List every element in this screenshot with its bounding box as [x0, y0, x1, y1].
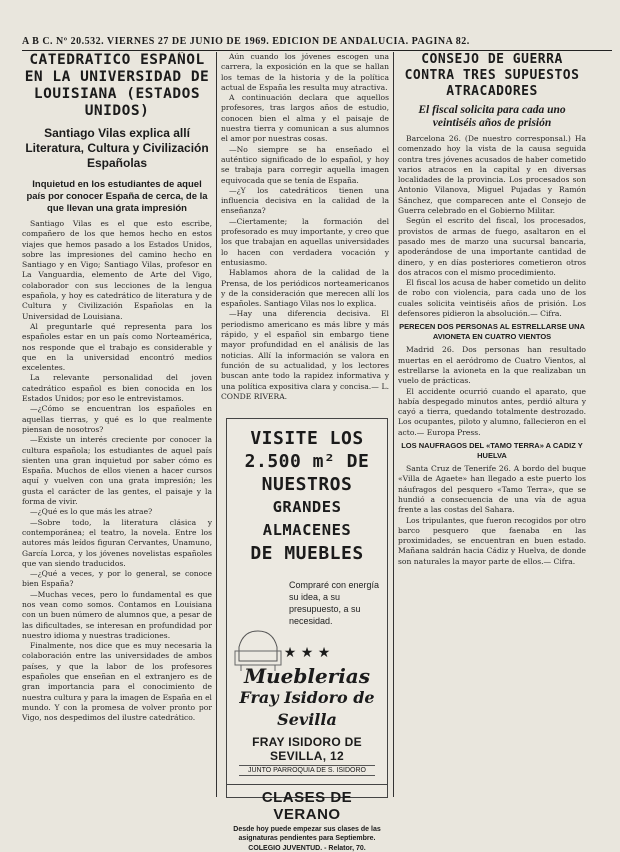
- middle-paragraph: —Hay una diferencia decisiva. El periodismo americano es más libre y más rápido, y el español sin embargo tiene mayor profundidad en el análisis de las noticias. Allí la información se valora en función de su actualidad, y los lectores buscan ante todo la rapidez informativa y una política expositiva clara y concisa.— L. CONDE RIVERA.: [221, 309, 389, 401]
- left-deck: Inquietud en los estudiantes de aquel país por conocer España de cerca, de la que llevan una grata impresión: [26, 179, 208, 214]
- right-paragraph: Según el escrito del fiscal, los procesados, provistos de armas de fuego, asaltaron en el pasado mes de marzo una sucursal bancaria, apoderándose de una importante cantidad de dinero, y en días posteriores cometieron otros dos atracos con el mismo procedimiento.: [398, 216, 586, 277]
- left-paragraph: —¿Cómo se encuentran los españoles en aquellas tierras, y qué es lo que realmente piensan de nosotros?: [22, 404, 212, 434]
- right-article: [398, 52, 586, 797]
- left-paragraph: —¿Qué es lo que más les atrae?: [30, 507, 153, 517]
- right-subhead-naufragos: LOS NAUFRAGOS DEL «TAMO TERRA» A CADIZ Y HUELVA: [401, 441, 583, 461]
- left-body: [22, 219, 212, 724]
- right-deck: El fiscal solicita para cada uno veintiséis años de prisión: [418, 104, 566, 129]
- ad-stars: ★ ★ ★: [283, 645, 331, 661]
- ad-title-line: GRANDES ALMACENES: [262, 498, 352, 539]
- column-rule: [216, 52, 217, 797]
- ad-colegio: COLEGIO JUVENTUD. - Relator, 70.: [248, 845, 366, 852]
- column-rule: [393, 52, 394, 797]
- middle-paragraph: A continuación declara que aquellos profesores, tras largos años de estudio, conocen bien el alma y el paisaje de nuestra tierra y comunican a sus alumnos el amor por nuestras cosas.: [221, 93, 389, 144]
- ad-note: JUNTO PARROQUIA DE S. ISIDORO: [239, 765, 375, 776]
- middle-paragraph: Hablamos ahora de la calidad de la Prensa, de los periódicos norteamericanos y de la consideración que merecen allí los españoles. Santiago Vilas nos lo explica.: [221, 268, 389, 309]
- left-paragraph: —¿Qué a veces, y por lo general, se conoce bien España?: [22, 569, 212, 589]
- middle-paragraph: —Ciertamente; la formación del profesorado es muy importante, y creo que los que trabajan en aquellas universidades lo hacen con verdadera vocación y entusiasmo.: [221, 216, 389, 267]
- right-paragraph: El fiscal los acusa de haber cometido un delito de robo con violencia, para cada uno de los cuales solicita veintiséis años de prisión. Los defensores pidieron la absolución.— Cifra.: [398, 278, 586, 319]
- right-paragraph: Los tripulantes, que fueron recogidos por otro barco pesquero que faenaba en las proximidades, se encuentran en buen estado. Mañana saldrán hacia Cádiz y Huelva, de donde son naturales la mayor parte de ellos.— Cifra.: [398, 515, 586, 566]
- right-paragraph: El accidente ocurrió cuando el aparato, que había despegado minutos antes, perdió altura y cayó a tierra, quedando totalmente destrozado. Los ocupantes, piloto y alumno, fallecieron en el acto.— Europa Press.: [398, 386, 586, 437]
- left-paragraph: Al preguntarle qué representa para los españoles estar en un país como Norteamérica, nos responde que el trabajo es considerable y que en la universidad encontró medios excelentes.: [22, 321, 212, 373]
- ad-copy: Compraré con energía su idea, a su presupuesto, a su necesidad.: [289, 580, 380, 626]
- left-paragraph: Finalmente, nos dice que es muy necesaria la colaboración entre las universidades de ambos países, y que la labor de los profesores españoles que enseñan en el extranjero es de gran importancia para el conocimiento de nuestra cultura y para la imagen de España en el mundo. Y con la promesa de volver pronto por Vigo, nos despedimos del ilustre catedrático.: [22, 641, 212, 723]
- middle-article: [221, 52, 389, 414]
- middle-paragraph: Aún cuando los jóvenes escogen una carrera, la exposición en la que se hallan los temas de la historia y de la política actual de España les resulta muy atractiva.: [221, 52, 389, 92]
- left-paragraph: La relevante personalidad del joven catedrático español es bien conocida en los Estados Unidos; por eso le entrevistamos.: [22, 373, 212, 404]
- furniture-advertisement: [226, 418, 388, 852]
- right-headline: CONSEJO DE GUERRA CONTRA TRES SUPUESTOS ATRACADORES: [404, 52, 580, 99]
- ad-clases-title: CLASES DE VERANO: [261, 789, 353, 823]
- ad-title-line: NUESTROS: [261, 474, 353, 495]
- left-article: [22, 52, 212, 797]
- left-subhead: Santiago Vilas explica allí Literatura, Cultura y Civilización Españolas: [25, 126, 209, 170]
- ad-address: FRAY ISIDORO DE SEVILLA, 12: [252, 735, 362, 763]
- right-body-2: [398, 345, 586, 438]
- ad-title-line: DE MUEBLES: [250, 543, 364, 564]
- ad-title: [227, 427, 387, 565]
- right-body: [398, 134, 586, 319]
- sofa-drawing-icon: [233, 617, 283, 677]
- left-paragraph: —Sobre todo, la literatura clásica y contemporánea; el teatro, la novela. Entre los autores más leídos figuran Cervantes, Unamuno, García Lorca, y los jóvenes novelistas españoles que van siendo traducidos.: [22, 517, 212, 568]
- ad-clases-text: Desde hoy puede empezar sus clases de las asignaturas pendientes para Septiembre.: [233, 826, 381, 842]
- left-headline: CATEDRATICO ESPAÑOL EN LA UNIVERSIDAD DE LOUISIANA (ESTADOS UNIDOS): [24, 52, 210, 119]
- right-body-3: [398, 464, 586, 567]
- left-paragraph: Santiago Vilas es el que esto escribe, compañero de los que hemos hecho en estos viajes que hemos pasado a los Estados Unidos, sobre las impresiones del camino hecho en Santiago y en Vigo; Santiago Vilas, profesor en La Vanguardia, elemento de Arte del Vigo, colaborador con sus lecciones de la lengua española, y hoy es catedrático de literatura y de Cultura y Civilización Españolas en la Universidad de Louisiana.: [22, 219, 212, 321]
- right-paragraph: Santa Cruz de Tenerife 26. A bordo del buque «Villa de Agaete» han llegado a este puerto los náufragos del pesquero «Tamo Terra», que se hundió a consecuencia de una vía de agua frente a las costas del Sahara.: [398, 464, 586, 515]
- right-paragraph: Barcelona 26. (De nuestro corresponsal.) Ha comenzado hoy la vista de la causa seguida contra tres jóvenes acusados de haber cometido varios atracos en la capital y en diversas localidades de la provincia. Los procesados son Antonio Vilanova, Miguel Pujadas y Ramón Sánchez, que comparecen ante el Consejo de Guerra celebrado en el Gobierno Militar.: [398, 134, 586, 216]
- page-masthead: A B C. Nº 20.532. VIERNES 27 DE JUNIO DE 1969. EDICION DE ANDALUCIA. PAGINA 82.: [22, 36, 612, 51]
- ad-title-line: 2.500 m² DE: [244, 451, 370, 472]
- middle-paragraph: —¿Y los catedráticos tienen una influencia decisiva en la calidad de la enseñanza?: [221, 185, 389, 216]
- left-paragraph: —Existe un interés creciente por conocer la cultura española; los estudiantes de aquel país sienten una gran inquietud por saber cómo es España. Muchos de ellos vienen a hacer cursos aquí y vuelven con una grata impresión; les gusta el carácter de las gentes, el paisaje y la forma de vivir.: [22, 435, 212, 507]
- ad-brand-line: Mueblerias: [243, 664, 371, 688]
- middle-body: [221, 52, 389, 402]
- ad-brand-line: Fray Isidoro de Sevilla: [239, 688, 375, 729]
- middle-paragraph: —No siempre se ha enseñado el auténtico significado de lo español, y hoy se trabaja para corregir aquella imagen equivocada que se tenía de España.: [221, 144, 389, 185]
- ad-title-line: VISITE LOS: [250, 428, 364, 449]
- ad-divider: [227, 784, 387, 785]
- left-paragraph: —Muchas veces, pero lo fundamental es que nos vean como somos. Contamos en Louisiana con un buen número de alumnos que, a pesar de las dificultades, se interesan en profundidad por nuestro idioma y nuestras tradiciones.: [22, 589, 212, 640]
- right-paragraph: Madrid 26. Dos personas han resultado muertas en el aeródromo de Cuatro Vientos, al estrellarse la avioneta en la que realizaban un vuelo de prácticas.: [398, 345, 586, 386]
- right-subhead-avioneta: PERECEN DOS PERSONAS AL ESTRELLARSE UNA AVIONETA EN CUATRO VIENTOS: [399, 322, 585, 342]
